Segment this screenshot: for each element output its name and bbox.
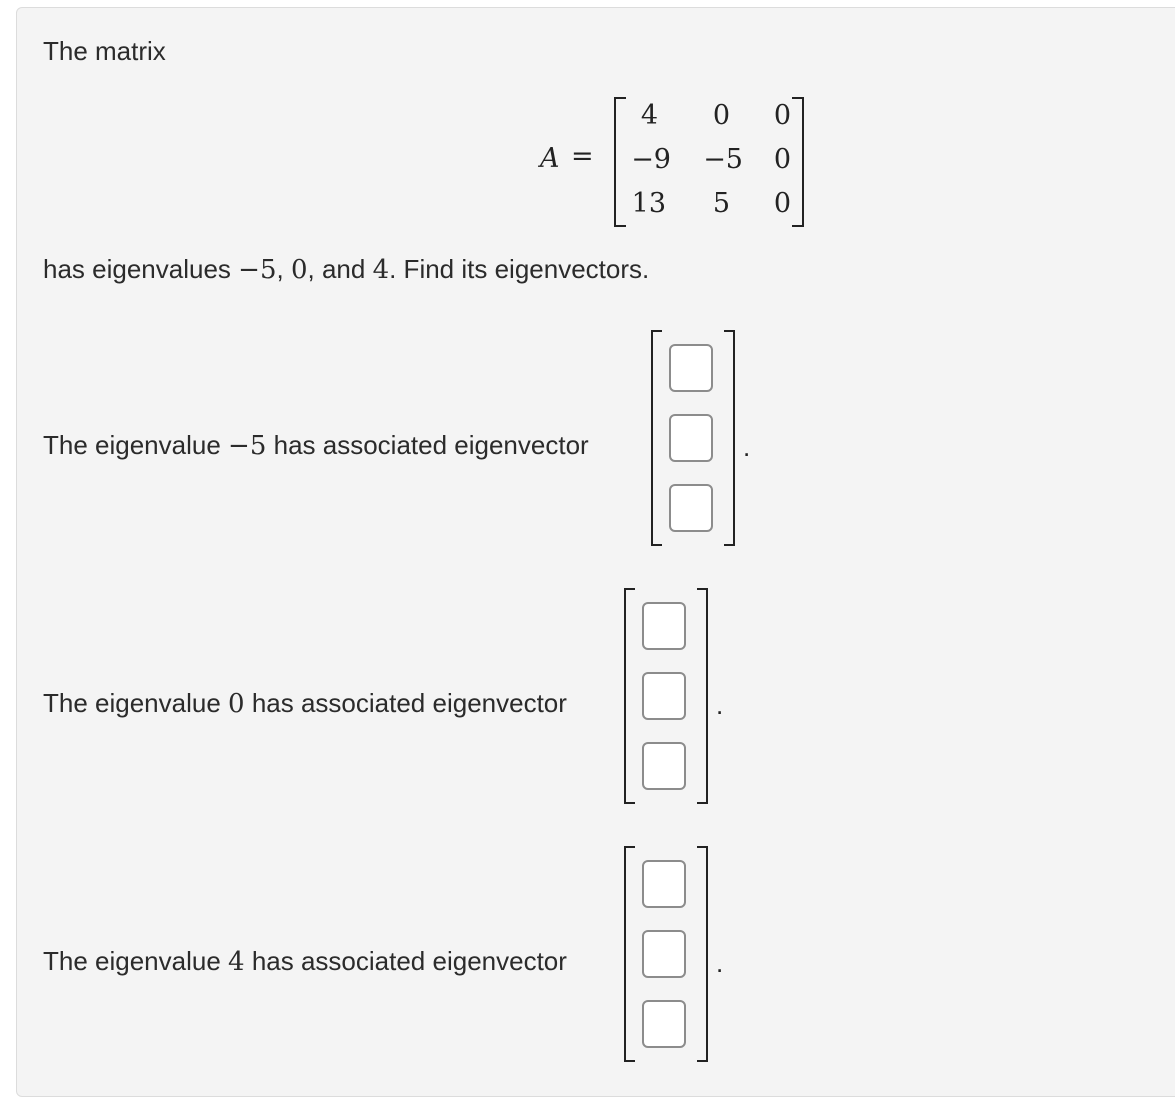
question-card [16, 7, 1175, 1097]
vector-right-bracket [697, 846, 708, 1062]
question-3-suffix: has associated eigenvector [251, 946, 567, 976]
vector-left-bracket [624, 588, 635, 804]
matrix-right-bracket [792, 97, 804, 227]
intro-text: The matrix [43, 36, 166, 66]
question-1-text [43, 430, 589, 461]
eigenvalue-3: 4 [372, 255, 390, 285]
eigenvector-3-input [624, 846, 708, 1060]
question-3-period: . [716, 948, 724, 978]
matrix-cell: 5 [712, 188, 730, 219]
eigenvector-3-component-2[interactable] [642, 930, 686, 978]
eigenvector-1-component-2[interactable] [669, 414, 713, 462]
vector-left-bracket [651, 330, 662, 546]
vector-left-bracket [624, 846, 635, 1062]
eigenvector-2-component-2[interactable] [642, 672, 686, 720]
matrix-cell: 13 [631, 188, 666, 219]
matrix-A [614, 97, 804, 225]
eigenvector-2-component-3[interactable] [642, 742, 686, 790]
eigenvalue-1: −5 [238, 255, 277, 285]
eigenvalues-sentence [43, 254, 649, 285]
question-2-value: 0 [228, 689, 245, 719]
question-2-period: . [716, 690, 724, 720]
eigenvector-3-component-1[interactable] [642, 860, 686, 908]
matrix-name: A [540, 143, 560, 174]
matrix-cell: −9 [631, 144, 671, 175]
vector-right-bracket [697, 588, 708, 804]
matrix-cell: −5 [703, 144, 743, 175]
eigenvector-3-component-3[interactable] [642, 1000, 686, 1048]
eigen-sep-1: , [276, 254, 284, 284]
eigenvector-1-component-3[interactable] [669, 484, 713, 532]
eigenvector-2-component-1[interactable] [642, 602, 686, 650]
eigenvector-1-input [651, 330, 735, 544]
question-1-period: . [743, 432, 751, 462]
question-3-prefix: The eigenvalue [43, 946, 221, 976]
eigenvalue-2: 0 [290, 255, 308, 285]
question-3-value: 4 [228, 947, 245, 977]
question-1-value: −5 [228, 431, 267, 461]
matrix-cell: 0 [712, 100, 730, 131]
matrix-cell: 4 [640, 100, 658, 131]
matrix-cell: 0 [773, 188, 791, 219]
matrix-cell: 0 [773, 144, 791, 175]
question-2-prefix: The eigenvalue [43, 688, 221, 718]
question-3-text [43, 946, 567, 977]
eigenvector-1-component-1[interactable] [669, 344, 713, 392]
eigenvector-2-input [624, 588, 708, 802]
question-2-suffix: has associated eigenvector [251, 688, 567, 718]
question-1-prefix: The eigenvalue [43, 430, 221, 460]
equals-sign: = [571, 141, 594, 172]
question-1-suffix: has associated eigenvector [273, 430, 589, 460]
eigen-suffix: . Find its eigenvectors. [389, 254, 650, 284]
eigen-prefix: has eigenvalues [43, 254, 231, 284]
matrix-cell: 0 [773, 100, 791, 131]
vector-right-bracket [724, 330, 735, 546]
question-2-text [43, 688, 567, 719]
eigen-sep-2: , and [307, 254, 366, 284]
